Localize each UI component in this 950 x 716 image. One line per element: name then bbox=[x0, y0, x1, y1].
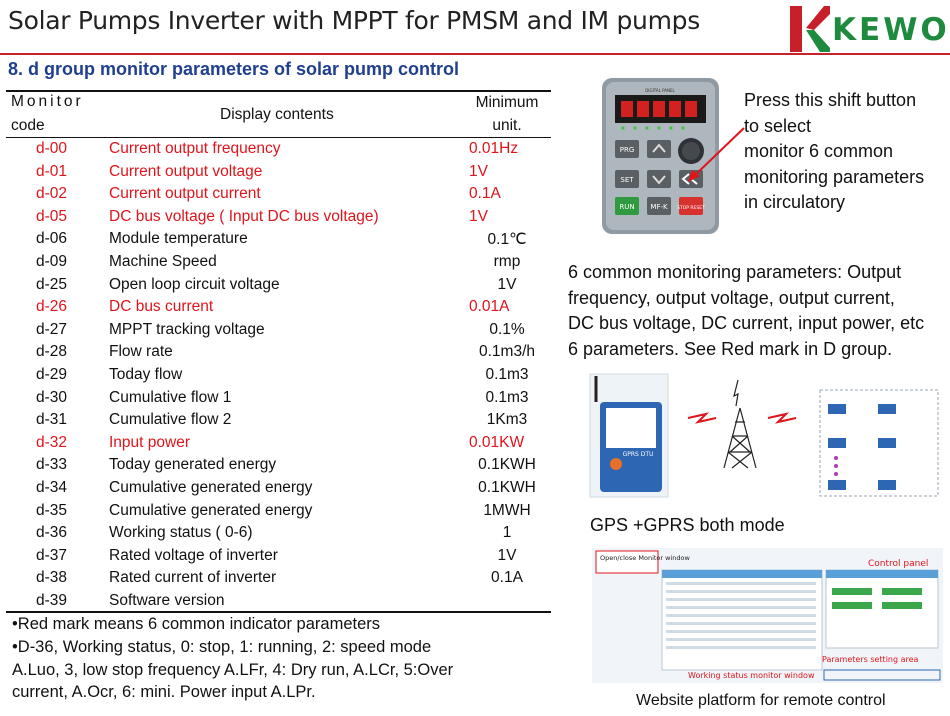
display-content: Module temperature bbox=[109, 230, 248, 248]
table-row bbox=[0, 253, 560, 276]
minimum-unit: 0.1KWH bbox=[478, 456, 536, 474]
minimum-unit: 1V bbox=[469, 207, 488, 225]
minimum-unit: 0.1KWH bbox=[478, 479, 536, 496]
monitor-window-label: Working status monitor window bbox=[688, 671, 815, 680]
table-row bbox=[0, 163, 560, 186]
monitor-code: d-26 bbox=[36, 298, 68, 316]
display-content: Cumulative generated energy bbox=[109, 479, 313, 496]
display-content: Machine Speed bbox=[109, 253, 217, 270]
shift-button-instructions: Press this shift button to select monitor 6 common monitoring parameters in circulatory bbox=[744, 90, 925, 212]
display-content: DC bus voltage ( Input DC bus voltage) bbox=[109, 207, 379, 225]
note-working-status-3: current, A.Ocr, 6: mini. Power input A.LPr. bbox=[12, 683, 316, 701]
minimum-unit: 1V bbox=[497, 275, 517, 293]
monitor-code: d-25 bbox=[36, 275, 68, 293]
note-red-mark: •Red mark means 6 common indicator parameters bbox=[12, 615, 381, 633]
display-content: Current output voltage bbox=[109, 162, 263, 180]
table-top-rule bbox=[6, 90, 551, 92]
display-content: Current output current bbox=[109, 185, 261, 203]
monitor-code: d-35 bbox=[36, 501, 68, 519]
display-content: Software version bbox=[109, 592, 225, 609]
gprs-caption: GPS +GPRS both mode bbox=[590, 515, 785, 535]
table-header-rule bbox=[6, 137, 551, 138]
section-title: 8. d group monitor parameters of solar pump control bbox=[8, 59, 460, 79]
page-title: Solar Pumps Inverter with MPPT for PMSM and IM pumps bbox=[8, 6, 700, 35]
header-code-line1: Monitor bbox=[11, 93, 84, 110]
monitor-code: d-36 bbox=[36, 524, 68, 542]
display-content: Current output frequency bbox=[109, 140, 281, 157]
monitor-code: d-31 bbox=[36, 411, 68, 429]
monitor-code: d-02 bbox=[36, 185, 68, 203]
table-row bbox=[0, 366, 560, 389]
display-content: Today flow bbox=[109, 366, 183, 383]
mfk-button: MF-K bbox=[650, 203, 668, 211]
display-content: Today generated energy bbox=[109, 456, 277, 474]
header-code-line2: code bbox=[11, 117, 45, 134]
minimum-unit: 0.1℃ bbox=[487, 231, 527, 249]
note-working-status-2: A.Luo, 3, low stop frequency A.LFr, 4: Dry run, A.LCr, 5:Over bbox=[12, 661, 454, 679]
run-button: RUN bbox=[619, 203, 635, 211]
display-content: Rated current of inverter bbox=[109, 569, 277, 587]
table-row bbox=[0, 569, 560, 592]
panel-label: DIGITAL PANEL bbox=[645, 88, 675, 93]
monitor-code: d-39 bbox=[36, 592, 68, 609]
common-parameters-text: 6 common monitoring parameters: Output frequency, output voltage, output current, DC bus voltage, DC current, input power, etc 6 parameters. See Red mark in D group. bbox=[568, 262, 925, 359]
display-content: Working status ( 0-6) bbox=[109, 524, 253, 542]
minimum-unit: 0.1A bbox=[469, 185, 501, 203]
pointer-arrow bbox=[680, 120, 750, 190]
control-panel-label: Control panel bbox=[868, 559, 929, 569]
table-row bbox=[0, 389, 560, 412]
table-bottom-rule bbox=[6, 611, 551, 613]
monitor-code: d-00 bbox=[36, 140, 68, 157]
display-content: Cumulative generated energy bbox=[109, 501, 313, 519]
table-row bbox=[0, 547, 560, 570]
monitor-code: d-09 bbox=[36, 253, 68, 270]
minimum-unit: 0.1% bbox=[489, 320, 525, 338]
minimum-unit: 1 bbox=[502, 524, 512, 542]
stop-reset-button: STOP RESET bbox=[677, 206, 705, 211]
monitor-code: d-29 bbox=[36, 366, 68, 383]
monitor-code: d-38 bbox=[36, 569, 68, 587]
table-row bbox=[0, 434, 560, 457]
set-button: SET bbox=[620, 176, 634, 184]
display-content: Input power bbox=[109, 433, 190, 451]
minimum-unit: 0.01KW bbox=[469, 433, 525, 451]
display-content: MPPT tracking voltage bbox=[109, 320, 265, 338]
monitor-code: d-28 bbox=[36, 343, 68, 361]
table-row bbox=[0, 343, 560, 366]
monitor-code: d-06 bbox=[36, 230, 68, 248]
display-content: DC bus current bbox=[109, 298, 214, 316]
brand-name: KEWO bbox=[832, 12, 950, 48]
web-platform-caption: Website platform for remote control bbox=[636, 692, 886, 709]
table-row bbox=[0, 411, 560, 434]
table-row bbox=[0, 208, 560, 231]
minimum-unit: 0.1m3 bbox=[485, 366, 529, 383]
gprs-device-label: GPRS DTU bbox=[622, 451, 654, 458]
monitor-code: d-32 bbox=[36, 433, 68, 451]
monitor-code: d-34 bbox=[36, 479, 68, 496]
display-content: Cumulative flow 1 bbox=[109, 388, 232, 406]
monitor-code: d-33 bbox=[36, 456, 68, 474]
kewo-logo-icon bbox=[788, 4, 832, 54]
table-row bbox=[0, 524, 560, 547]
header-unit-line1: Minimum bbox=[475, 94, 539, 111]
table-row bbox=[0, 276, 560, 299]
display-content: Flow rate bbox=[109, 343, 173, 361]
monitor-code: d-37 bbox=[36, 546, 68, 564]
prg-button: PRG bbox=[619, 146, 635, 154]
minimum-unit: 0.1A bbox=[491, 569, 523, 587]
table-row bbox=[0, 185, 560, 208]
display-content: Cumulative flow 2 bbox=[109, 411, 232, 429]
table-row bbox=[0, 502, 560, 525]
table-row bbox=[0, 298, 560, 321]
minimum-unit: 0.01Hz bbox=[469, 140, 519, 157]
header-contents: Display contents bbox=[220, 106, 334, 123]
params-area-label: Parameters setting area bbox=[822, 655, 919, 664]
monitor-code: d-01 bbox=[36, 162, 68, 180]
table-row bbox=[0, 230, 560, 253]
minimum-unit: 1Km3 bbox=[486, 411, 528, 429]
minimum-unit: rmp bbox=[493, 253, 521, 270]
table-row bbox=[0, 140, 560, 163]
open-close-label: Open/close Monitor window bbox=[600, 554, 690, 562]
note-working-status-1: •D-36, Working status, 0: stop, 1: running, 2: speed mode bbox=[12, 638, 432, 656]
monitor-code: d-05 bbox=[36, 207, 68, 225]
minimum-unit: 1V bbox=[469, 162, 488, 180]
gprs-diagram-image bbox=[588, 372, 945, 499]
table-row bbox=[0, 321, 560, 344]
monitor-code: d-30 bbox=[36, 388, 68, 406]
display-content: Open loop circuit voltage bbox=[109, 275, 280, 293]
table-row bbox=[0, 456, 560, 479]
display-content: Rated voltage of inverter bbox=[109, 546, 278, 564]
web-platform-image bbox=[592, 548, 943, 683]
header-unit-line2: unit. bbox=[492, 117, 522, 134]
table-row bbox=[0, 479, 560, 502]
minimum-unit: 1V bbox=[497, 546, 517, 564]
monitor-code: d-27 bbox=[36, 320, 68, 338]
minimum-unit: 0.1m3/h bbox=[478, 343, 535, 361]
kewo-logo bbox=[788, 4, 950, 54]
minimum-unit: 0.1m3 bbox=[485, 388, 529, 406]
minimum-unit: 1MWH bbox=[483, 501, 531, 519]
minimum-unit: 0.01A bbox=[469, 298, 510, 316]
